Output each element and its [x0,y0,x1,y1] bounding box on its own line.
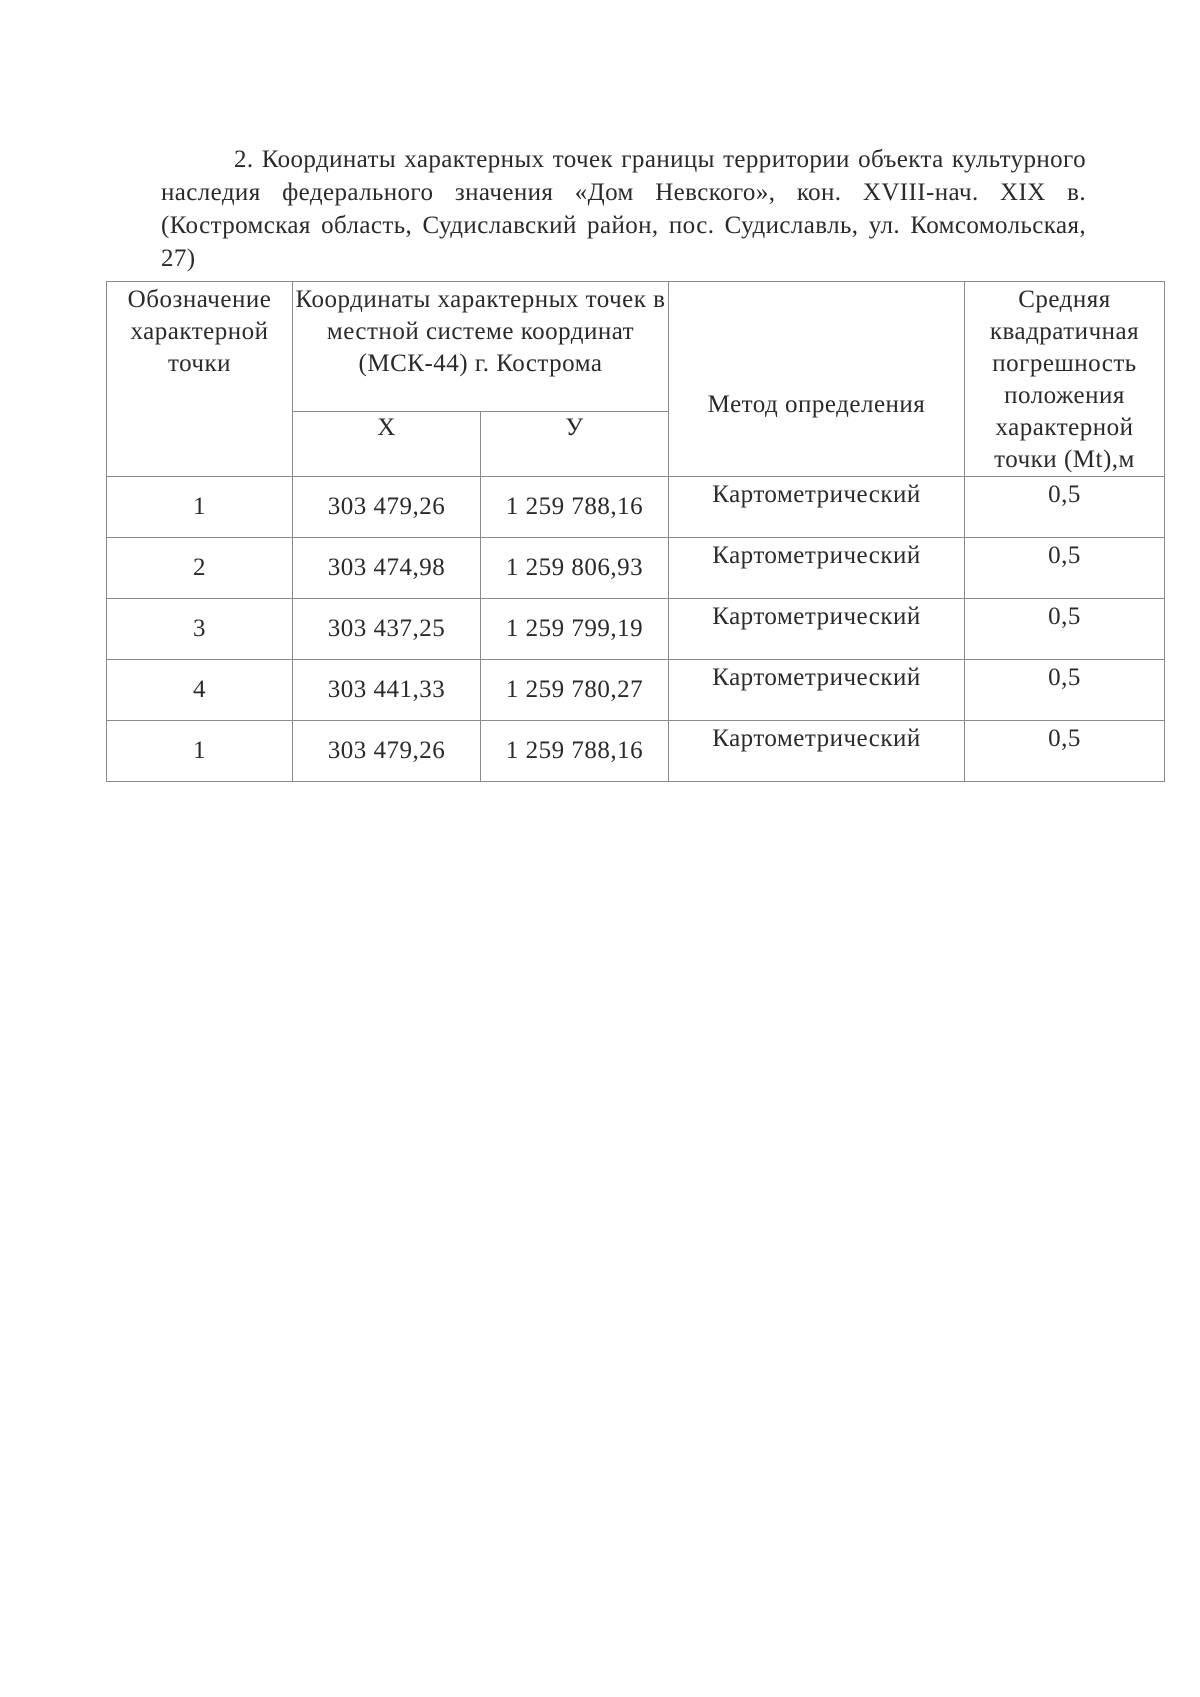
section-heading: 2. Координаты характерных точек границы территории объекта культурного наследия федерального значения «Дом Невского», кон. XVIII-нач. XIX в. (Костромская область, Судиславский район, пос. Судиславль, ул. Комсомольская, 27) [161,146,1086,272]
cell-y: 1 259 788,16 [481,477,669,538]
cell-method: Картометрический [669,599,965,660]
cell-point: 3 [107,599,293,660]
table-row [107,599,1165,660]
table-row [107,660,1165,721]
cell-y: 1 259 799,19 [481,599,669,660]
table-row [107,477,1165,538]
cell-method: Картометрический [669,660,965,721]
cell-point: 1 [107,721,293,782]
cell-error: 0,5 [965,477,1165,538]
cell-x: 303 441,33 [293,660,481,721]
header-point-designation: Обозначение характерной точки [107,282,293,477]
header-method: Метод определения [669,282,965,477]
header-y: У [481,412,669,477]
cell-x: 303 479,26 [293,477,481,538]
table-header-row [107,282,1165,412]
cell-error: 0,5 [965,599,1165,660]
cell-y: 1 259 780,27 [481,660,669,721]
cell-point: 2 [107,538,293,599]
cell-x: 303 479,26 [293,721,481,782]
cell-method: Картометрический [669,538,965,599]
cell-error: 0,5 [965,538,1165,599]
cell-y: 1 259 788,16 [481,721,669,782]
header-x: Х [293,412,481,477]
cell-error: 0,5 [965,721,1165,782]
table-row [107,538,1165,599]
cell-point: 1 [107,477,293,538]
table-row [107,721,1165,782]
header-coordinates: Координаты характерных точек в местной системе координат (МСК-44) г. Кострома [293,282,669,412]
cell-method: Картометрический [669,721,965,782]
cell-x: 303 437,25 [293,599,481,660]
cell-y: 1 259 806,93 [481,538,669,599]
coordinates-table [106,281,1165,782]
cell-point: 4 [107,660,293,721]
header-mean-square-error: Средняя квадратичная погрешность положения характерной точки (Mt),м [965,282,1165,477]
cell-x: 303 474,98 [293,538,481,599]
cell-method: Картометрический [669,477,965,538]
cell-error: 0,5 [965,660,1165,721]
